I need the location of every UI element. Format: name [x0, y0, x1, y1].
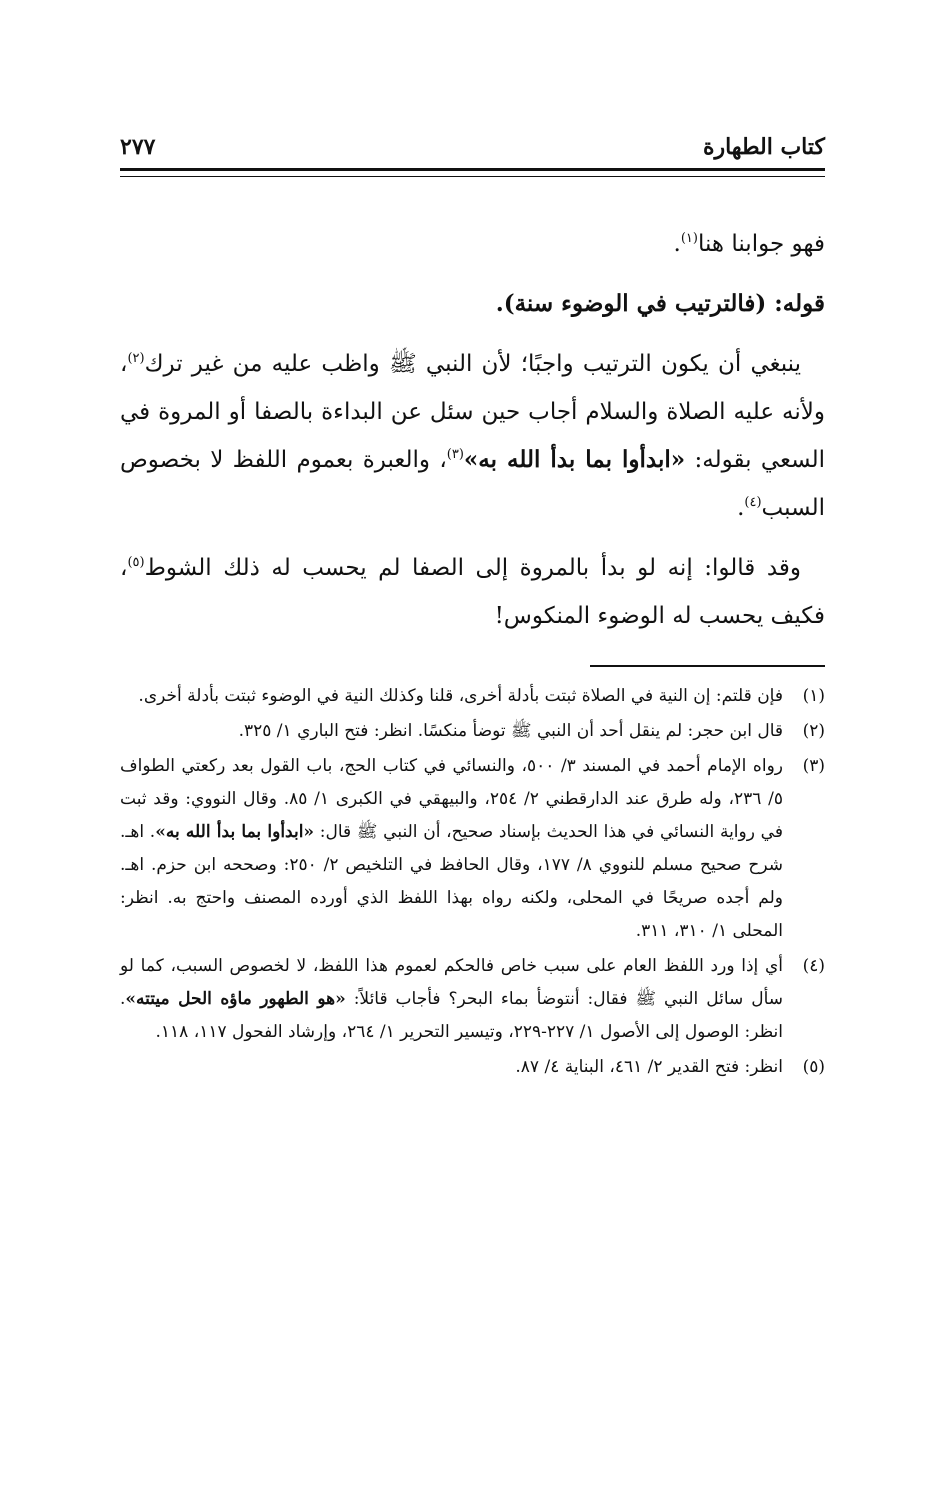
footnote-ref-3: (٣)	[446, 447, 464, 462]
footnote-ref-2: (٢)	[127, 351, 145, 366]
footnote-separator	[590, 665, 825, 667]
footnote-text: انظر: فتح القدير ٢/ ٤٦١، البناية ٤/ ٨٧.	[515, 1057, 783, 1077]
footnote-2	[120, 715, 825, 748]
footnote-ref-1: (١)	[680, 231, 698, 246]
p3-part-a: ينبغي أن يكون الترتيب واجبًا؛ لأن النبي ﷺ واظب عليه من غير ترك	[144, 351, 801, 377]
p3-part-b: ، ولأنه عليه الصلاة والسلام أجاب حين سئل عن البداءة بالصفا أو المروة في السعي بقوله:	[120, 351, 826, 473]
p1-end: .	[673, 231, 681, 257]
p4-part-a: وقد قالوا: إنه لو بدأ بالمروة إلى الصفا لم يحسب له ذلك الشوط	[144, 555, 801, 581]
footnote-text-a: رواه الإمام أحمد في المسند ٣/ ٥٠٠، والنسائي في كتاب الحج، باب القول بعد ركعتي الطواف ٥/ ٢٣٦، وله طرق عند الدارقطني ٢/ ٢٥٤، والبيهقي في الكبرى ١/ ٨٥. وقال النووي: وقد ثبت في رواية النسائي في هذا الحديث بإسناد صحيح، أن النبي ﷺ قال:	[120, 756, 783, 842]
header-rule-thick	[120, 168, 825, 171]
p4-part-b: ، فكيف يحسب له الوضوء المنكوس!	[120, 555, 825, 629]
book-title: كتاب الطهارة	[702, 134, 825, 160]
p3-part-c: ، والعبرة بعموم اللفظ لا بخصوص السبب	[120, 447, 825, 521]
footnote-text-a: أي إذا ورد اللفظ العام على سبب خاص فالحكم لعموم هذا اللفظ، لا لخصوص السبب، كما لو سأل سائل النبي ﷺ فقال: أنتوضأ بماء البحر؟ فأجاب قائلاً:	[120, 956, 783, 1009]
paragraph-1	[120, 220, 825, 268]
footnote-text: فإن قلتم: إن النية في الصلاة ثبتت بأدلة أخرى، قلنا وكذلك النية في الوضوء ثبتت بأدلة أخرى.	[138, 686, 783, 706]
footnote-text-b: . اهـ. شرح صحيح مسلم للنووي ٨/ ١٧٧، وقال الحافظ في التلخيص ٢/ ٢٥٠: وصححه ابن حزم. اهـ. ولم أجده صريحًا في المحلى، ولكنه رواه بهذا اللفظ الذي أورده المصنف واحتج به. انظر: المحلى ١/ ٣١٠، ٣١١.	[120, 822, 783, 941]
footnote-number: (١)	[802, 686, 825, 706]
footnote-5	[120, 1051, 825, 1084]
footnote-number: (٢)	[802, 721, 825, 741]
header-rule-thin	[120, 176, 825, 177]
page-number: ٢٧٧	[120, 134, 156, 160]
paragraph-4	[120, 544, 825, 640]
page-header	[120, 128, 825, 168]
p3-hadith-quote: «ابدأوا بما بدأ الله به»	[463, 446, 686, 473]
footnote-4	[120, 950, 825, 1049]
footnote-number: (٥)	[802, 1057, 825, 1077]
footnote-1	[120, 680, 825, 713]
footnote-text: قال ابن حجر: لم ينقل أحد أن النبي ﷺ توضأ منكسًا. انظر: فتح الباري ١/ ٣٢٥.	[238, 721, 783, 741]
footnote-hadith-quote: «هو الطهور ماؤه الحل ميتته»	[125, 989, 346, 1009]
main-text	[120, 220, 825, 652]
footnote-hadith-quote: «ابدأوا بما بدأ الله به»	[155, 822, 315, 842]
paragraph-3	[120, 340, 825, 532]
footnote-ref-4: (٤)	[744, 495, 762, 510]
footnote-text-b: . انظر: الوصول إلى الأصول ١/ ٢٢٧-٢٢٩، وتيسير التحرير ١/ ٢٦٤، وإرشاد الفحول ١١٧، ١١٨.	[120, 989, 783, 1042]
footnote-number: (٣)	[802, 756, 825, 776]
footnote-ref-5: (٥)	[127, 555, 145, 570]
footnote-number: (٤)	[802, 956, 825, 976]
p1-text: فهو جوابنا هنا	[697, 231, 825, 257]
footnote-3	[120, 750, 825, 948]
p3-end: .	[737, 495, 745, 521]
footnotes	[120, 680, 825, 1086]
paragraph-2-heading: قوله: (فالترتيب في الوضوء سنة).	[495, 290, 825, 317]
